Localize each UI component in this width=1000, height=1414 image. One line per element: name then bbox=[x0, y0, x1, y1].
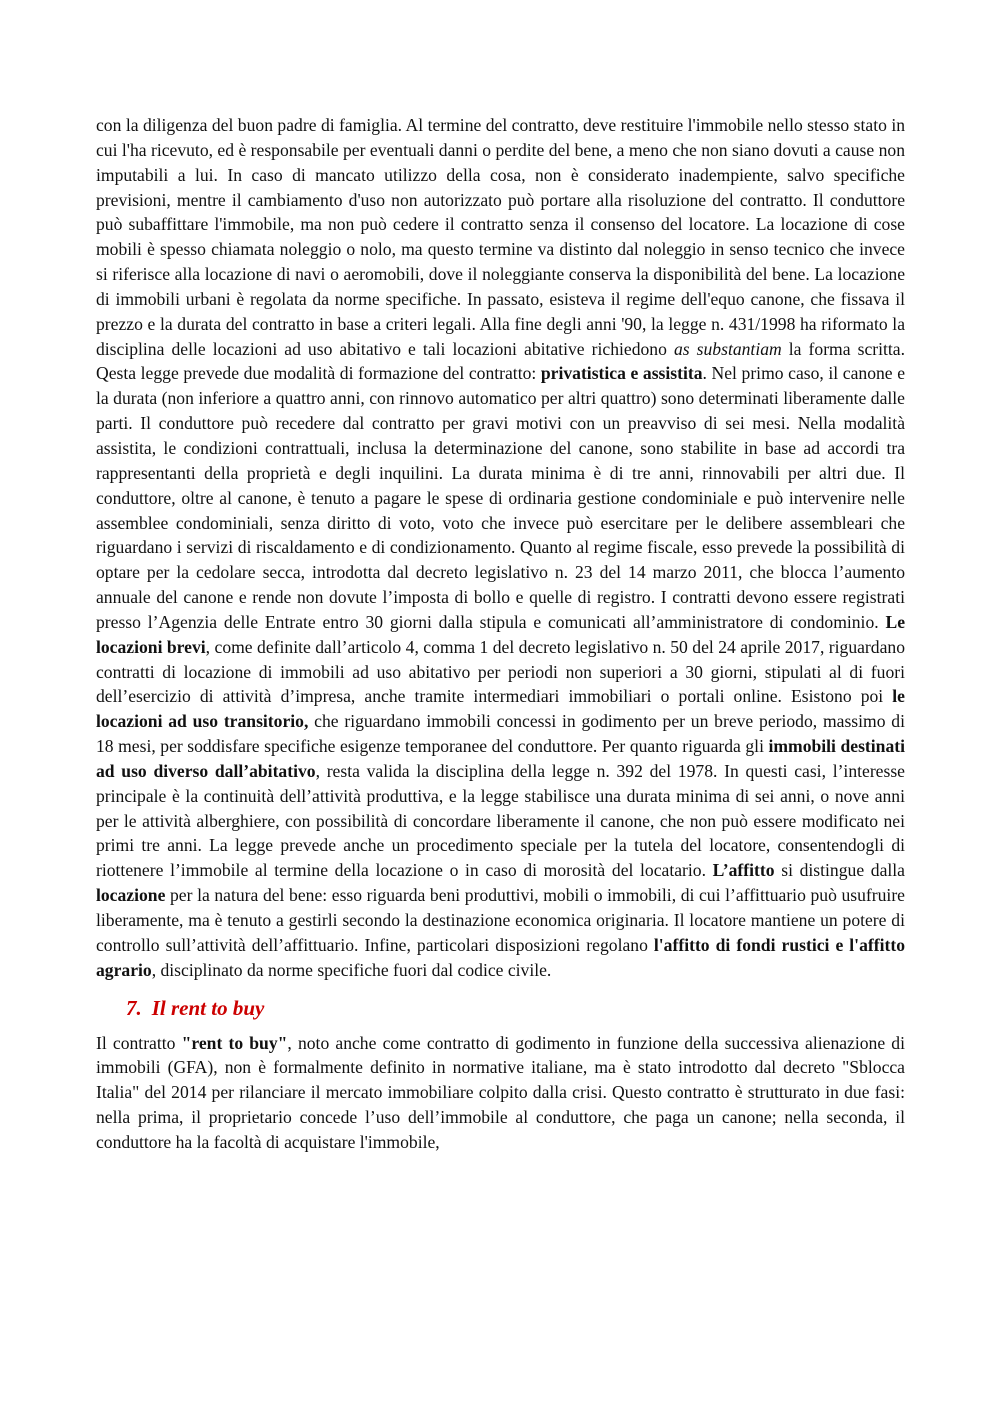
text-run: per la natura del bene: esso riguarda beni produttivi, mobili o immobili, di cui l’affittuario può usufruire liberamente, ma è tenuto a gestirli secondo la destinazione economica originaria. Il locatore mantiene un potere di controllo sull’attività dell’affittuario. Infine, particolari disposizioni regolano bbox=[96, 885, 905, 955]
bold-text: locazione bbox=[96, 885, 166, 906]
text-run: si distingue dalla bbox=[774, 860, 905, 881]
document-page bbox=[96, 113, 905, 1155]
text-run: , come definite dall’articolo 4, comma 1 del decreto legislativo n. 50 del 24 aprile 2017, riguardano contratti di locazione di immobili ad uso abitativo per periodi non superiori a 30 giorni, stipulati al di fuori dell’esercizio di attività d’impresa, anche tramite intermediari immobiliari o portali online. Esistono poi bbox=[96, 636, 905, 707]
text-run: Il contratto bbox=[96, 1032, 182, 1053]
italic-text: as substantiam bbox=[673, 338, 782, 359]
bold-text: l'affitto di fondi rustici e l'affitto agrario bbox=[96, 934, 905, 980]
bold-text: Le locazioni brevi bbox=[96, 611, 905, 657]
section-number: 7. bbox=[126, 995, 142, 1020]
text-run: , resta valida la disciplina della legge n. 392 del 1978. In questi casi, l’interesse principale è la continuità dell’attività produttiva, e la legge stabilisce una durata minima di sei anni, o nove anni per le attività alberghiere, con possibilità di concordare liberamente il canone, che non può essere modificato nei primi tre anni. La legge prevede anche un procedimento speciale per la tutela del locatore, consentendogli di riottenere l’immobile al termine della locazione o in caso di morosità del locatario. bbox=[96, 760, 905, 881]
body-paragraph bbox=[96, 1031, 905, 1155]
bold-text: "rent to buy" bbox=[181, 1032, 288, 1053]
body-paragraph bbox=[96, 113, 905, 983]
bold-text: le locazioni ad uso transitorio, bbox=[96, 686, 905, 732]
text-run: , disciplinato da norme specifiche fuori dal codice civile. bbox=[151, 959, 552, 980]
section-title: Il rent to buy bbox=[151, 995, 265, 1020]
text-run: . Nel primo caso, il canone e la durata (non inferiore a quattro anni, con rinnovo automatico per altri quattro) sono determinati liberamente dalle parti. Il conduttore può recedere dal contratto per gravi motivi con un preavviso di sei mesi. Nella modalità assistita, le condizioni contrattuali, inclusa la determinazione del canone, sono stabilite in base ad accordi tra rappresentanti della proprietà e degli inquilini. La durata minima è di tre anni, rinnovabili per altri due. Il conduttore, oltre al canone, è tenuto a pagare le spese di ordinaria gestione condominiale e può intervenire nelle assemblee condominiali, senza diritto di voto, voto che invece può esercitare per le delibere assembleari che riguardano i servizi di riscaldamento e di condizionamento. Quanto al regime fiscale, esso prevede la possibilità di optare per la cedolare secca, introdotta dal decreto legislativo n. 23 del 14 marzo 2011, che blocca l’aumento annuale del canone e rende non dovute l’imposta di bollo e quelle di registro. I contratti devono essere registrati presso l’Agenzia delle Entrate entro 30 giorni dalla stipula e comunicati all’amministratore di condominio. bbox=[96, 363, 905, 632]
section-heading bbox=[126, 993, 905, 1023]
text-run: con la diligenza del buon padre di famiglia. Al termine del contratto, deve restituire l'immobile nello stesso stato in cui l'ha ricevuto, ed è responsabile per eventuali danni o perdite del bene, a meno che non siano dovuti a cause non imputabili a lui. In caso di mancato utilizzo della cosa, non è considerato inadempiente, salvo specifiche previsioni, mentre il cambiamento d'uso non autorizzato può portare alla risoluzione del contratto. Il conduttore può subaffittare l'immobile, ma non può cedere il contratto senza il consenso del locatore. La locazione di cose mobili è spesso chiamata noleggio o nolo, ma questo termine va distinto dal noleggio in senso tecnico che invece si riferisce alla locazione di navi o aeromobili, dove il noleggiante conserva la disponibilità del bene. La locazione di immobili urbani è regolata da norme specifiche. In passato, esisteva il regime dell'equo canone, che fissava il prezzo e la durata del contratto in base a criteri legali. Alla fine degli anni '90, la legge n. 431/1998 ha riformato la disciplina delle locazioni ad uso abitativo e tali locazioni abitative richiedono bbox=[96, 115, 905, 359]
text-run: che riguardano immobili concessi in godimento per un breve periodo, massimo di 18 mesi, per soddisfare specifiche esigenze temporanee del conduttore. Per quanto riguarda gli bbox=[96, 711, 905, 757]
text-run: , noto anche come contratto di godimento in funzione della successiva alienazione di immobili (GFA), non è formalmente definito in normative italiane, ma è stato introdotto dal decreto "Sblocca Italia" del 2014 per rilanciare il mercato immobiliare colpito dalla crisi. Questo contratto è strutturato in due fasi: nella prima, il proprietario concede l’uso dell’immobile al conduttore, che paga un canone; nella seconda, il conduttore ha la facoltà di acquistare l'immobile, bbox=[96, 1032, 905, 1152]
text-run: la forma scritta. Qesta legge prevede due modalità di formazione del contratto: bbox=[96, 338, 905, 384]
bold-text: privatistica e assistita bbox=[540, 363, 703, 384]
bold-text: immobili destinati ad uso diverso dall’abitativo bbox=[96, 736, 905, 781]
bold-text: L’affitto bbox=[712, 860, 775, 881]
